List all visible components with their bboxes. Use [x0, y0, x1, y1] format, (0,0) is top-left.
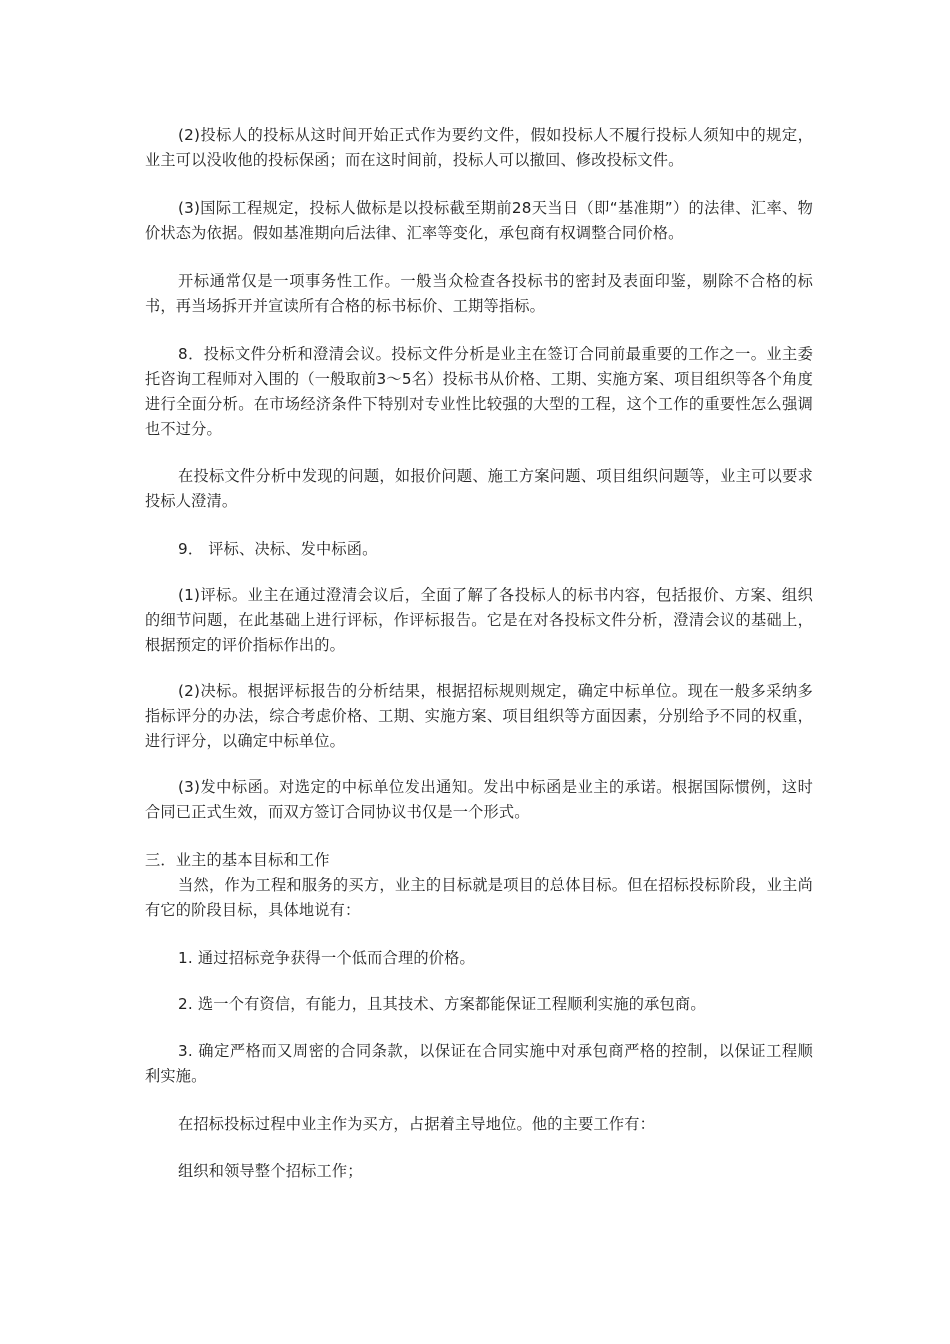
paragraph-award-heading: 9． 评标、决标、发中标函。	[178, 540, 378, 558]
list-item-goal-2: 2. 选一个有资信，有能力，且其技术、方案都能保证工程顺利实施的承包商。	[178, 995, 706, 1013]
list-item-owner-task-1: 组织和领导整个招标工作；	[178, 1162, 363, 1180]
paragraph-base-date: (3)国际工程规定，投标人做标是以投标截至期前28天当日（即“基准期”）的法律、汇率、物价状态为依据。假如基准期向后法律、汇率等变化，承包商有权调整合同价格。	[145, 199, 813, 242]
paragraph-award-letter: (3)发中标函。对选定的中标单位发出通知。发出中标函是业主的承诺。根据国际惯例，这时合同已正式生效，而双方签订合同协议书仅是一个形式。	[145, 778, 813, 821]
paragraph-evaluation: (1)评标。业主在通过澄清会议后，全面了解了各投标人的标书内容，包括报价、方案、组织的细节问题，在此基础上进行评标，作评标报告。它是在对各投标文件分析，澄清会议的基础上，根据预定的评价指标作出的。	[145, 586, 813, 654]
paragraph-decision: (2)决标。根据评标报告的分析结果，根据招标规则规定，确定中标单位。现在一般多采纳多指标评分的办法，综合考虑价格、工期、实施方案、项目组织等方面因素，分别给予不同的权重，进行评分，以确定中标单位。	[145, 682, 813, 750]
paragraph-clarification: 在投标文件分析中发现的问题，如报价问题、施工方案问题、项目组织问题等，业主可以要求投标人澄清。	[145, 467, 813, 510]
list-item-goal-3: 3. 确定严格而又周密的合同条款，以保证在合同实施中对承包商严格的控制，以保证工程顺利实施。	[145, 1042, 813, 1085]
paragraph-bid-validity: (2)投标人的投标从这时间开始正式作为要约文件，假如投标人不履行投标人须知中的规定，业主可以没收他的投标保函；而在这时间前，投标人可以撤回、修改投标文件。	[145, 126, 813, 169]
paragraph-bid-opening: 开标通常仅是一项事务性工作。一般当众检查各投标书的密封及表面印鉴，剔除不合格的标书，再当场拆开并宣读所有合格的标书标价、工期等指标。	[145, 272, 813, 315]
paragraph-owner-role: 在招标投标过程中业主作为买方，占据着主导地位。他的主要工作有：	[178, 1115, 656, 1133]
section-heading-owner-goals: 三．业主的基本目标和工作	[145, 851, 330, 869]
list-item-goal-1: 1. 通过招标竞争获得一个低而合理的价格。	[178, 949, 475, 967]
paragraph-bid-analysis: 8．投标文件分析和澄清会议。投标文件分析是业主在签订合同前最重要的工作之一。业主委托咨询工程师对入围的（一般取前3～5名）投标书从价格、工期、实施方案、项目组织等各个角度进行全面分析。在市场经济条件下特别对专业性比较强的大型的工程，这个工作的重要性怎么强调也不过分。	[145, 345, 813, 438]
paragraph-owner-goals-intro: 当然，作为工程和服务的买方，业主的目标就是项目的总体目标。但在招标投标阶段，业主尚有它的阶段目标，具体地说有：	[145, 876, 813, 919]
